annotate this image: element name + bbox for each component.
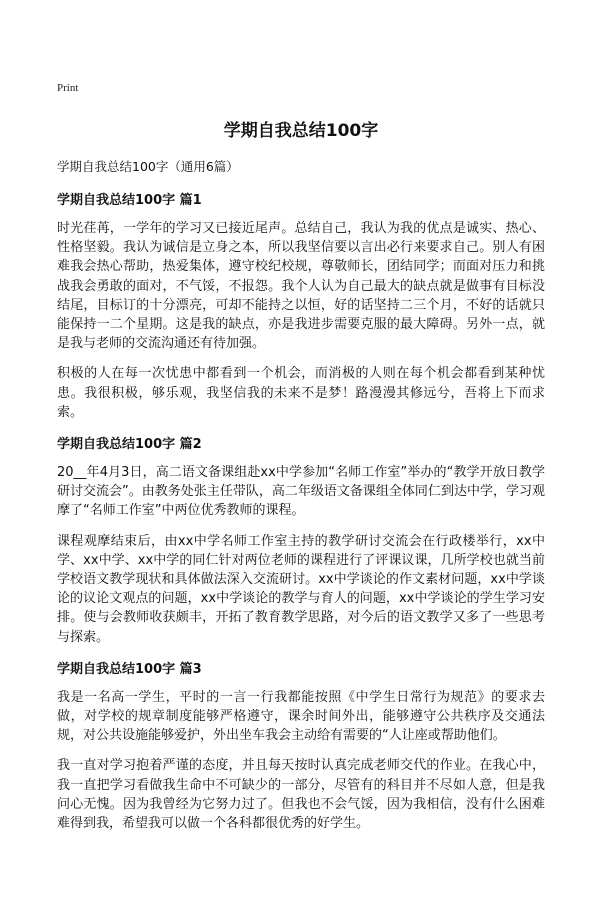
paragraph: 我一直对学习抱着严谨的态度，并且每天按时认真完成老师交代的作业。在我心中，我一直把学习看做我生命中不可缺少的一部分，尽管有的科目并不尽如人意，但是我问心无愧。因为我曾经为它努力过了。但我也不会气馁，因为我相信，没有什么困难难得到我，希望我可以做一个各科都很优秀的好学生。: [57, 758, 545, 832]
section-heading: 学期自我总结100字 篇1: [57, 193, 202, 208]
paragraph: 课程观摩结束后，由xx中学名师工作室主持的教学研讨交流会在行政楼举行，xx中学、xx中学、xx中学的同仁针对两位老师的课程进行了评课议课，几所学校也就当前学校语文教学现状和具体做法深入交流研讨。xx中学谈论的作文素材问题，xx中学谈论的议论文观点的问题，xx中学谈论的教学与育人的问题，xx中学谈论的学生学习安排。使与会教师收获颇丰，开拓了教育教学思路，对今后的语文教学又多了一些思考与探索。: [57, 533, 545, 645]
section-1: [57, 189, 545, 422]
section-3: [57, 658, 545, 833]
section-heading: 学期自我总结100字 篇2: [57, 437, 202, 453]
paragraph: 20__年4月3日，高二语文备课组赴xx中学参加“名师工作室”举办的“教学开放日教学研讨交流会”。由教务处张主任带队，高二年级语文备课组全体同仁到达中学，学习观摩了“名师工作室”中两位优秀教师的课程。: [57, 465, 545, 519]
section-2: [57, 433, 545, 647]
paragraph: 我是一名高一学生，平时的一言一行我都能按照《中学生日常行为规范》的要求去做，对学校的规章制度能够严格遵守，课余时间外出，能够遵守公共秩序及交通法规，对公共设施能够爱护，外出坐车我会主动给有需要的“人让座或帮助他们。: [57, 689, 545, 744]
document-title: 学期自我总结100字: [223, 121, 379, 141]
section-heading: 学期自我总结100字 篇3: [57, 661, 202, 677]
document-subtitle: 学期自我总结100字（通用6篇）: [57, 159, 239, 174]
document-page: [57, 82, 545, 844]
paragraph: 积极的人在每一次忧患中都看到一个机会，而消极的人则在每个机会都看到某种忧患。我很积极，够乐观，我坚信我的未来不是梦！路漫漫其修远兮，吾将上下而求索。: [57, 366, 545, 420]
paragraph: 时光荏苒，一学年的学习又已接近尾声。总结自己，我认为我的优点是诚实、热心、性格坚毅。我认为诚信是立身之本，所以我坚信要以言出必行来要求自己。别人有困难我会热心帮助，热爱集体，遵守校纪校规，尊敬师长，团结同学；而面对压力和挑战我会勇敢的面对，不气馁，不报怨。我个人认为自己最大的缺点就是做事有目标没结尾，目标订的十分漂亮，可却不能持之以恒，好的话坚持二三个月，不好的话就只能保持一二个星期。这是我的缺点，亦是我进步需要克服的最大障碍。另外一点，就是我与老师的交流沟通还有待加强。: [57, 221, 545, 352]
print-label: Print: [57, 82, 79, 94]
